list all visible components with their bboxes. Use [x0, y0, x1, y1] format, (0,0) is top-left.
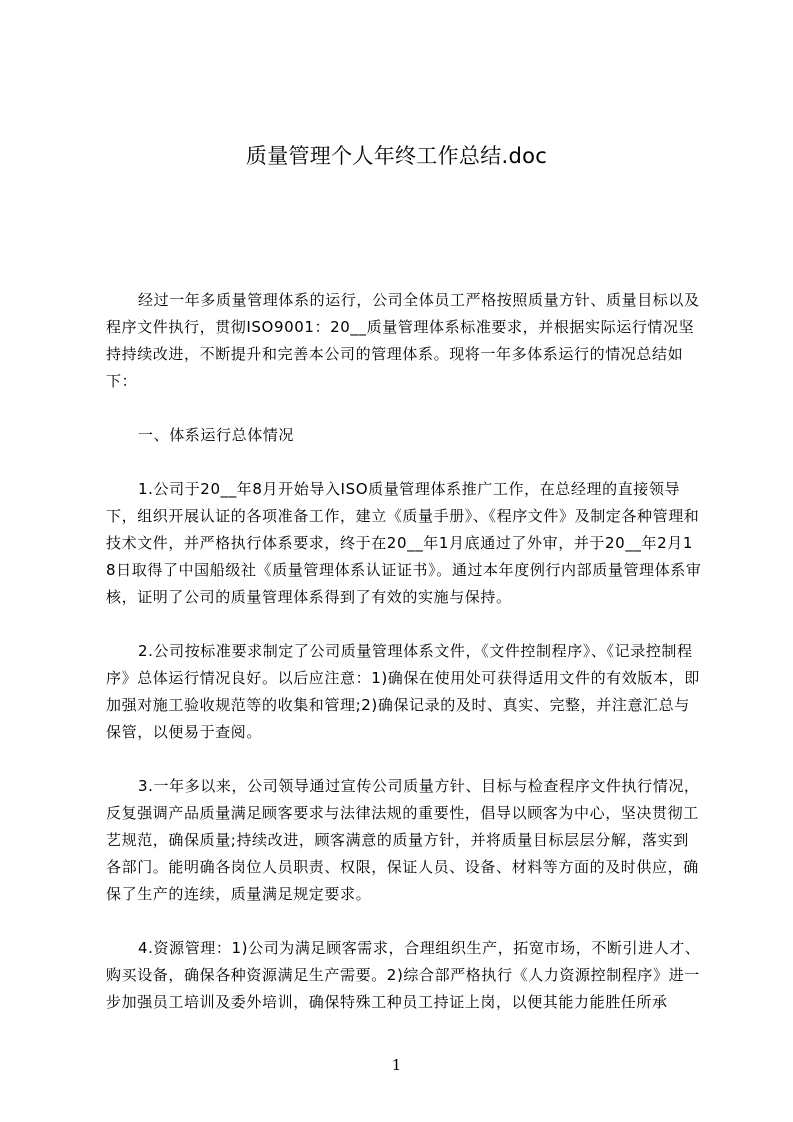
paragraph-3: 3.一年多以来，公司领导通过宣传公司质量方针、目标与检查程序文件执行情况，反复强调产品质量满足顾客要求与法律法规的重要性，倡导以顾客为中心，坚决贯彻工艺规范，确保质量;持续改进，顾客满意的质量方针，并将质量目标层层分解，落实到各部门。能明确各岗位人员职责、权限，保证人员、设备、材料等方面的及时供应，确保了生产的连续，质量满足规定要求。	[106, 777, 700, 903]
document-body	[106, 287, 702, 1043]
document-title: 质量管理个人年终工作总结.doc	[245, 144, 548, 168]
paragraph-1: 1.公司于20__年8月开始导入ISO质量管理体系推广工作，在总经理的直接领导下，组织开展认证的各项准备工作，建立《质量手册》、《程序文件》及制定各种管理和技术文件，并严格执行体系要求，终于在20__年1月底通过了外审，并于20__年2月18日取得了中国船级社《质量管理体系认证证书》。通过本年度例行内部质量管理体系审核，证明了公司的质量管理体系得到了有效的实施与保持。	[106, 480, 702, 606]
section-heading: 一、体系运行总体情况	[138, 426, 295, 444]
page-number: 1	[391, 1056, 402, 1074]
paragraph-4: 4.资源管理：1)公司为满足顾客需求，合理组织生产，拓宽市场，不断引进人才、购买设备，确保各种资源满足生产需要。2)综合部严格执行《人力资源控制程序》进一步加强员工培训及委外培训，确保特殊工种员工持证上岗，以便其能力能胜任所承	[106, 939, 701, 1011]
intro-paragraph: 经过一年多质量管理体系的运行，公司全体员工严格按照质量方针、质量目标以及程序文件执行，贯彻ISO9001：20__质量管理体系标准要求，并根据实际运行情况坚持持续改进，不断提升和完善本公司的管理体系。现将一年多体系运行的情况总结如下：	[106, 291, 700, 390]
paragraph-2: 2.公司按标准要求制定了公司质量管理体系文件，《文件控制程序》、《记录控制程序》总体运行情况良好。以后应注意：1)确保在使用处可获得适用文件的有效版本，即加强对施工验收规范等的收集和管理;2)确保记录的及时、真实、完整，并注意汇总与保管，以便易于查阅。	[106, 642, 700, 741]
